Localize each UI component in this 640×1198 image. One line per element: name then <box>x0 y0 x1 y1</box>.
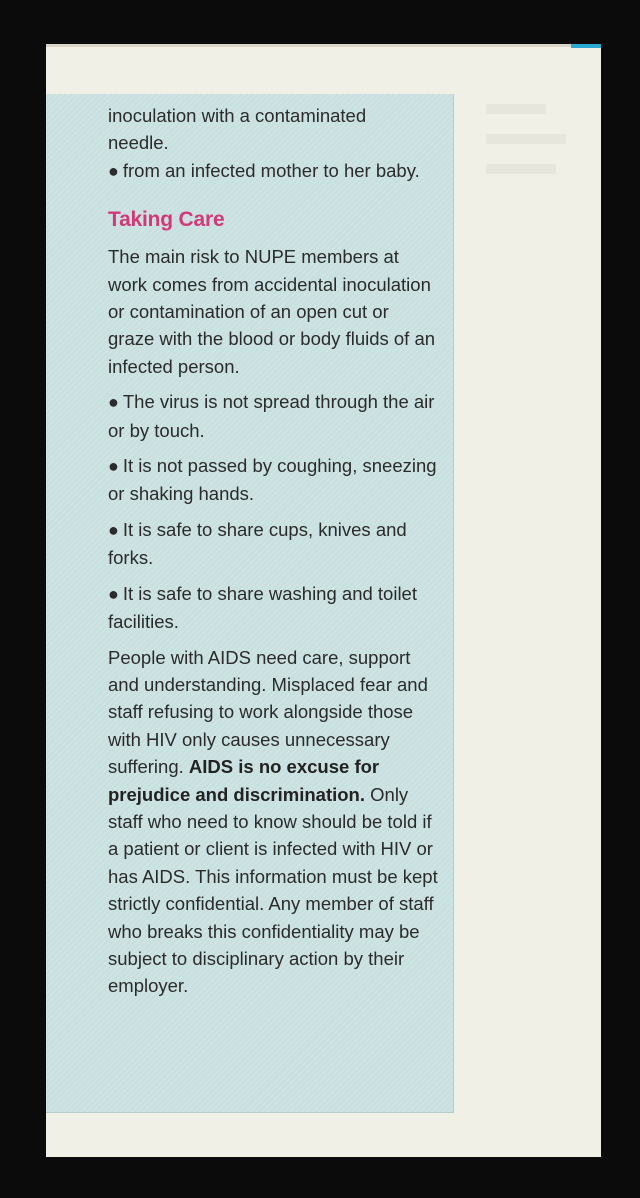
care-paragraph-emphasis: AIDS is no excuse for prejudice and discrimination. <box>108 756 380 805</box>
care-paragraph <box>108 644 438 1000</box>
section-heading: Taking Care <box>108 208 225 232</box>
bullet-icon: ● <box>108 160 119 181</box>
bullet-icon: ● <box>108 392 119 413</box>
bullet-icon: ● <box>108 583 119 604</box>
bullet-item <box>108 157 438 185</box>
bullet-icon: ● <box>108 519 119 540</box>
bullet-item <box>108 452 438 508</box>
bullet-text: from an infected mother to her baby. <box>122 159 420 181</box>
intro-line: needle. <box>108 132 169 154</box>
page-accent-strip <box>571 44 601 48</box>
intro-line: inoculation with a contaminated <box>108 105 367 126</box>
show-through-text <box>486 104 546 114</box>
bullet-text: It is not passed by coughing, sneezing or shaking hands. <box>108 455 437 505</box>
bullet-item <box>108 580 438 636</box>
bullet-item <box>108 516 438 572</box>
care-paragraph-end: Only staff who need to know should be told if a patient or client is infected with HIV or has AIDS. This information must be kept strictly confidential. Any member of staff who breaks this confidentiality may be subject to disciplinary action by their employer. <box>108 783 438 997</box>
bullet-text: It is safe to share washing and toilet facilities. <box>108 582 417 633</box>
show-through-text <box>486 164 556 174</box>
bullet-icon: ● <box>108 456 119 477</box>
bullet-text: The virus is not spread through the air or by touch. <box>108 391 435 441</box>
leaflet-page <box>46 44 601 1157</box>
care-paragraph-start: People with AIDS need care, support and understanding. Misplaced fear and staff refusing to work alongside those with HIV only causes unnecessary suffering. <box>108 646 428 778</box>
bullet-text: It is safe to share cups, knives and forks. <box>108 518 407 569</box>
bullet-item <box>108 388 438 444</box>
show-through-text <box>486 134 566 144</box>
risk-paragraph: The main risk to NUPE members at work comes from accidental inoculation or contamination of an open cut or graze with the blood or body fluids of an infected person. <box>108 246 436 377</box>
page-top-edge <box>46 44 601 47</box>
body-text-column <box>108 102 438 1000</box>
